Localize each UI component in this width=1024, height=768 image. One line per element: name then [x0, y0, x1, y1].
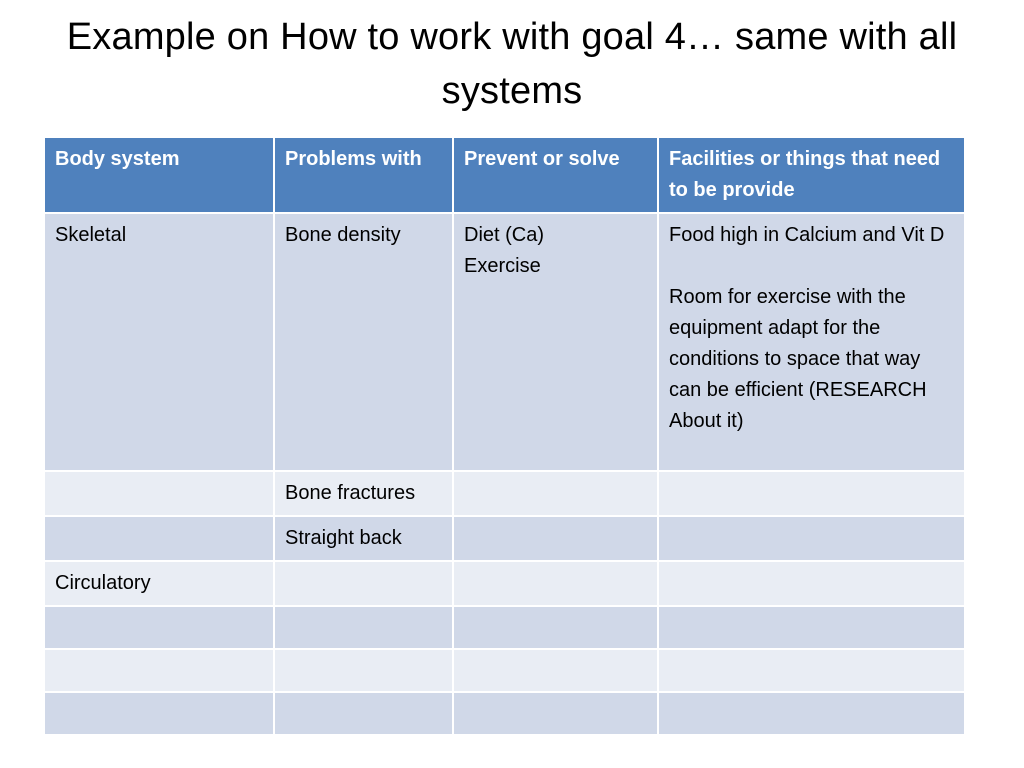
- header-body-system: Body system: [44, 137, 274, 213]
- paragraph-spacer: [669, 251, 954, 282]
- cell-prevent: [453, 471, 658, 516]
- facilities-paragraph: Food high in Calcium and Vit D: [669, 224, 945, 246]
- cell-facilities: [658, 649, 965, 692]
- cell-prevent: [453, 649, 658, 692]
- header-problems-with: Problems with: [274, 137, 453, 213]
- cell-facilities: [658, 561, 965, 606]
- table-row: [44, 692, 965, 735]
- cell-prevent: [453, 213, 658, 471]
- cell-body-system: [44, 649, 274, 692]
- cell-prevent: [453, 692, 658, 735]
- cell-body-system: [44, 692, 274, 735]
- cell-body-system: [44, 516, 274, 561]
- cell-facilities: [658, 471, 965, 516]
- header-facilities: Facilities or things that need to be provide: [658, 137, 965, 213]
- cell-prevent: [453, 606, 658, 649]
- cell-problem: Bone density: [274, 213, 453, 471]
- cell-facilities: [658, 516, 965, 561]
- cell-problem: [274, 649, 453, 692]
- cell-problem: [274, 692, 453, 735]
- cell-body-system: Skeletal: [44, 213, 274, 471]
- prevent-line: Diet (Ca): [464, 224, 545, 246]
- cell-body-system: Circulatory: [44, 561, 274, 606]
- prevent-line: Exercise: [464, 255, 541, 277]
- cell-prevent: [453, 561, 658, 606]
- cell-problem: Bone fractures: [274, 471, 453, 516]
- cell-body-system: [44, 606, 274, 649]
- table-row: [44, 213, 965, 471]
- cell-problem: Straight back: [274, 516, 453, 561]
- header-prevent-or-solve: Prevent or solve: [453, 137, 658, 213]
- cell-facilities: [658, 213, 965, 471]
- goal-table: [43, 136, 966, 736]
- table-row: [44, 561, 965, 606]
- cell-prevent: [453, 516, 658, 561]
- table-row: [44, 516, 965, 561]
- cell-facilities: [658, 606, 965, 649]
- table-header-row: [44, 137, 965, 213]
- facilities-paragraph: Room for exercise with the equipment adapt for the conditions to space that way can be efficient (RESEARCH About it): [669, 286, 927, 432]
- table-row: [44, 606, 965, 649]
- table-row: [44, 471, 965, 516]
- table-row: [44, 649, 965, 692]
- slide-title: Example on How to work with goal 4… same with all systems: [66, 16, 958, 112]
- cell-problem: [274, 606, 453, 649]
- cell-problem: [274, 561, 453, 606]
- cell-facilities: [658, 692, 965, 735]
- cell-body-system: [44, 471, 274, 516]
